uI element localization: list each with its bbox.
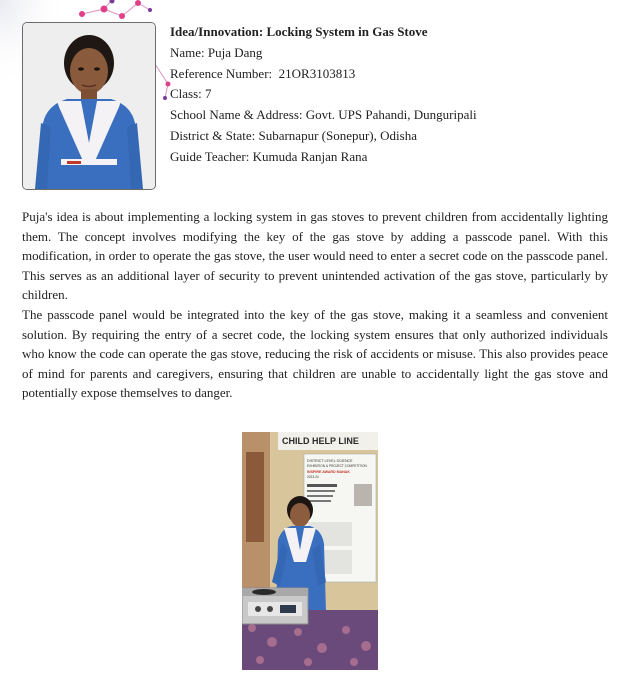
idea-line: [170, 22, 610, 43]
class-label: Class:: [170, 86, 202, 102]
child-helpline-sign: CHILD HELP LINE: [282, 436, 359, 446]
student-info-block: [170, 22, 610, 168]
reference-label: Reference Number:: [170, 65, 273, 81]
name-label: Name:: [170, 44, 205, 60]
district-label: District & State:: [170, 127, 256, 143]
school-value: Govt. UPS Pahandi, Dunguripali: [305, 107, 477, 123]
poster-line-4: 2023-24: [307, 475, 319, 479]
district-value: Subarnapur (Sonepur), Odisha: [258, 127, 417, 143]
name-value: Puja Dang: [207, 44, 263, 60]
poster-line-2: EXHIBITION & PROJECT COMPETITION: [307, 464, 367, 468]
district-line: [170, 126, 610, 147]
idea-description: [22, 207, 608, 403]
class-line: [170, 84, 610, 105]
poster-line-3: INSPIRE AWARD MANAK: [307, 470, 350, 474]
idea-value: Locking System in Gas Stove: [266, 24, 428, 39]
reference-line: [170, 64, 610, 85]
description-paragraph-2: The passcode panel would be integrated into the key of the gas stove, making it a seamless and convenient solution. By requiring the entry of a secret code, the locking system ensures that only authorized individuals who know the code can operate the gas stove, reducing the risk of accidents or misuse. This also provides peace of mind for parents and caregivers, ensuring that children are unable to accidentally light the gas stove and potentially expose themselves to danger.: [22, 306, 608, 401]
teacher-label: Guide Teacher:: [170, 148, 250, 164]
description-paragraph-1: Puja's idea is about implementing a locking system in gas stoves to prevent children from accidentally lighting them. The concept involves modifying the key of the gas stove by adding a passcode panel. With this modification, in order to operate the gas stove, the user would need to enter a secret code on the passcode panel. This serves as an additional layer of security to prevent unintended activation of the gas stove, particularly by children.: [22, 209, 608, 303]
reference-value: 21OR3103813: [278, 65, 356, 81]
poster-line-1: DISTRICT LEVEL SCIENCE: [307, 459, 353, 463]
class-value: 7: [205, 86, 212, 102]
idea-label: Idea/Innovation:: [170, 24, 264, 39]
school-label: School Name & Address:: [170, 107, 303, 123]
name-line: [170, 43, 610, 64]
student-portrait-photo: [22, 22, 156, 190]
school-line: [170, 105, 610, 126]
teacher-line: [170, 147, 610, 168]
demonstration-photo: [242, 432, 378, 670]
teacher-value: Kumuda Ranjan Rana: [252, 148, 368, 164]
